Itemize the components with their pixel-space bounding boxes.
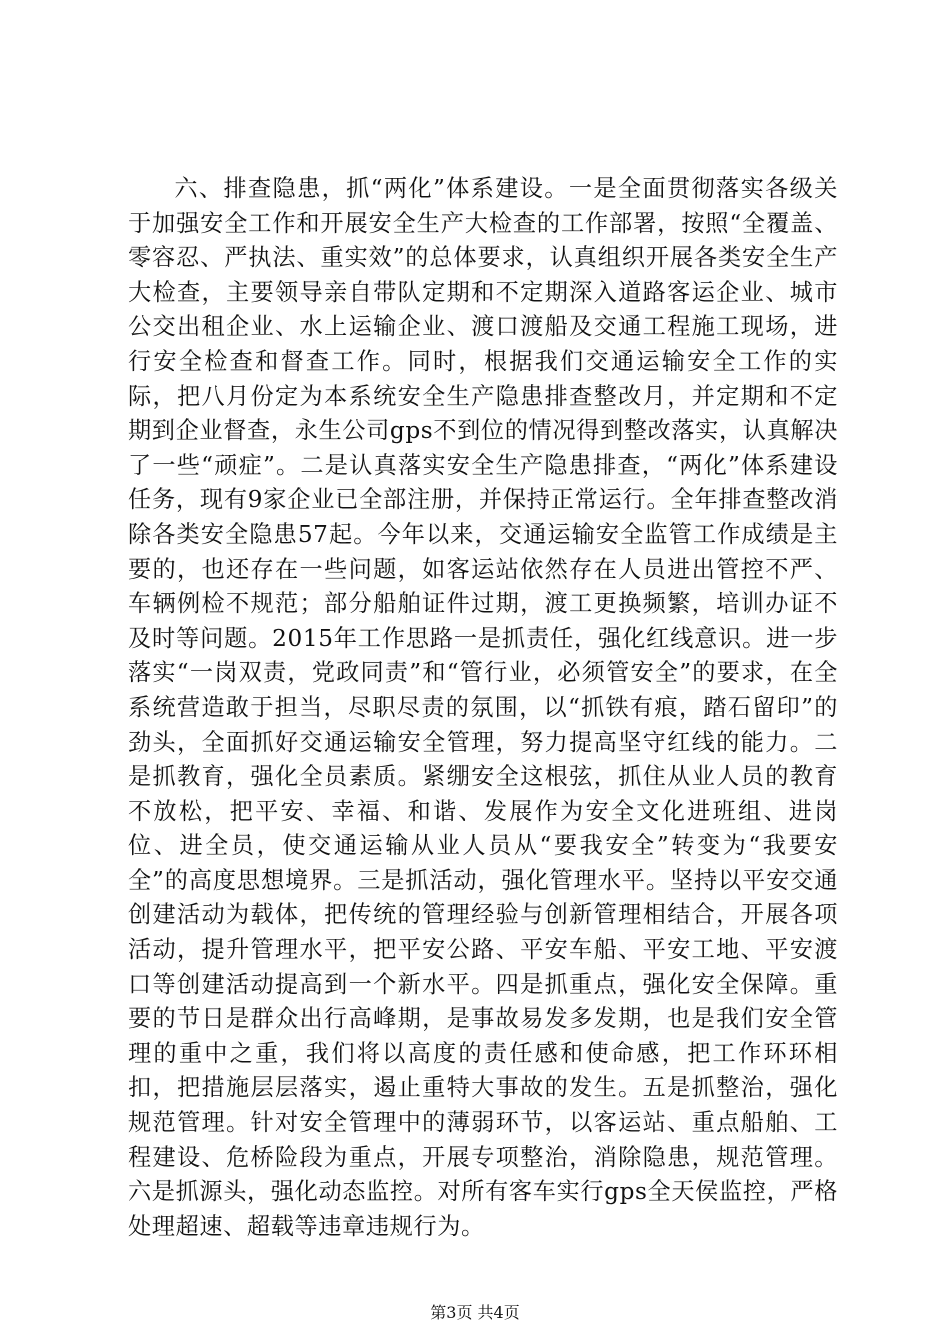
page-footer: 第3页 共4页 [430,1303,520,1322]
body-paragraph: 六、排查隐患，抓“两化”体系建设。一是全面贯彻落实各级关于加强安全工作和开展安全生产大检查的工作部署，按照“全覆盖、零容忍、严执法、重实效”的总体要求，认真组织开展各类安全生产大检查，主要领导亲自带队定期和不定期深入道路客运企业、城市公交出租企业、水上运输企业、渡口渡船及交通工程施工现场，进行安全检查和督查工作。同时，根据我们交通运输安全工作的实际，把八月份定为本系统安全生产隐患排查整改月，并定期和不定期到企业督查，永生公司gps不到位的情况得到整改落实，认真解决了一些“顽症”。二是认真落实安全生产隐患排查，“两化”体系建设任务，现有9家企业已全部注册，并保持正常运行。全年排查整改消除各类安全隐患57起。今年以来，交通运输安全监管工作成绩是主要的，也还存在一些问题，如客运站依然存在人员进出管控不严、车辆例检不规范；部分船舶证件过期，渡工更换频繁，培训办证不及时等问题。2015年工作思路一是抓责任，强化红线意识。进一步落实“一岗双责，党政同责”和“管行业，必须管安全”的要求，在全系统营造敢于担当，尽职尽责的氛围，以“抓铁有痕，踏石留印”的劲头，全面抓好交通运输安全管理，努力提高坚守红线的能力。二是抓教育，强化全员素质。紧绷安全这根弦，抓住从业人员的教育不放松，把平安、幸福、和谐、发展作为安全文化进班组、进岗位、进全员，使交通运输从业人员从“要我安全”转变为“我要安全”的高度思想境界。三是抓活动，强化管理水平。坚持以平安交通创建活动为载体，把传统的管理经验与创新管理相结合，开展各项活动，提升管理水平，把平安公路、平安车船、平安工地、平安渡口等创建活动提高到一个新水平。四是抓重点，强化安全保障。重要的节日是群众出行高峰期，是事故易发多发期，也是我们安全管理的重中之重，我们将以高度的责任感和使命感，把工作环环相扣，把措施层层落实，遏止重特大事故的发生。五是抓整治，强化规范管理。针对安全管理中的薄弱环节，以客运站、重点船舶、工程建设、危桥险段为重点，开展专项整治，消除隐患，规范管理。六是抓源头，强化动态监控。对所有客车实行gps全天侯监控，严格处理超速、超载等违章违规行为。 [128,175,838,1240]
